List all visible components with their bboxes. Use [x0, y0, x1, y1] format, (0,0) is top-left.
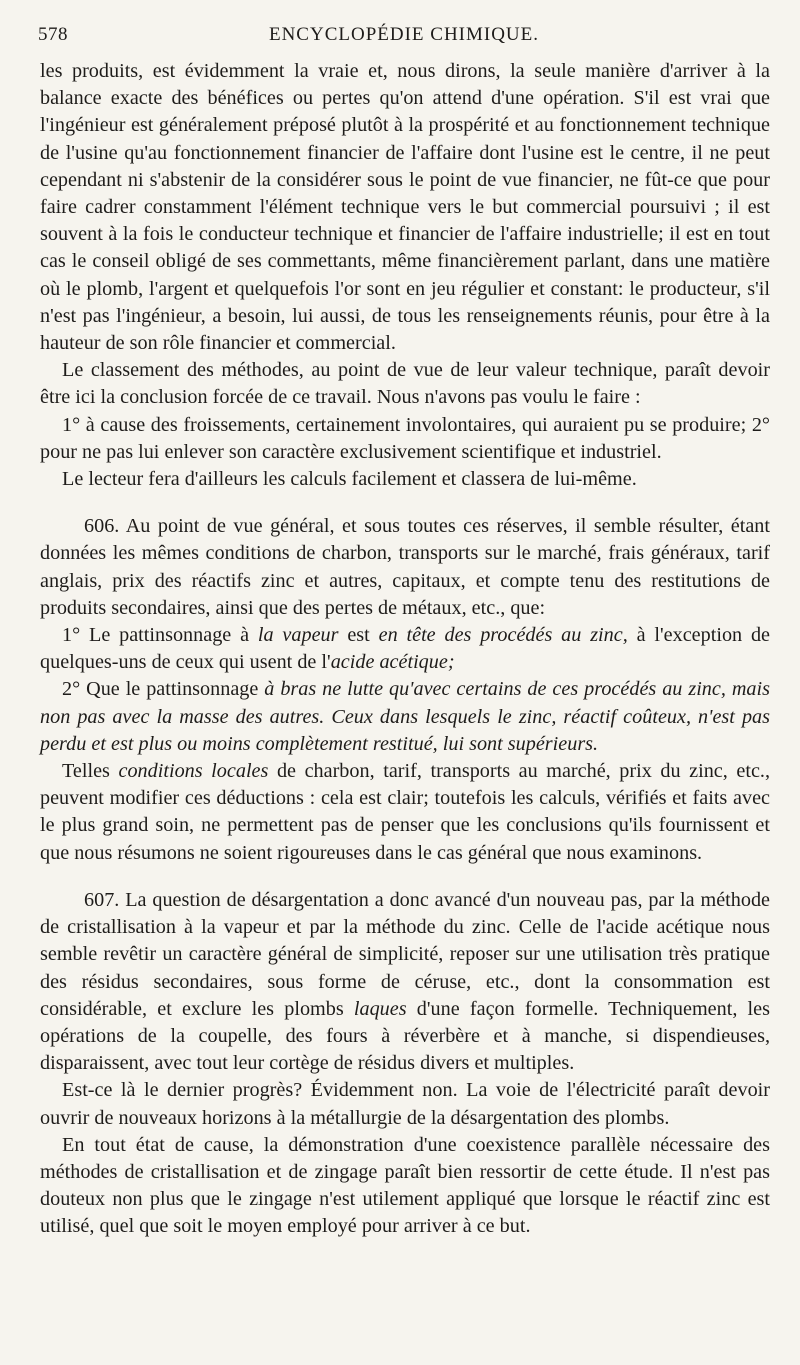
- section-606: [40, 513, 770, 622]
- paragraph-final: En tout état de cause, la démonstration d'une coexistence parallèle nécessaire des méthodes de cristallisation et de zingage paraît bien ressortir de cette étude. Il n'est pas douteux non plus que le zingage n'est utilement appliqué que lorsque le réactif zinc est utilisé, quel que soit le moyen employé pour arriver à ce but.: [40, 1133, 770, 1238]
- running-head: [38, 24, 770, 52]
- paragraph-lecteur: Le lecteur fera d'ailleurs les calculs facilement et classera de lui-même.: [62, 468, 637, 491]
- body-text: [40, 58, 770, 1241]
- section-606-text: Au point de vue général, et sous toutes ces réserves, il semble résulter, étant données les mêmes conditions de charbon, transports sur le marché, frais généraux, tarif anglais, prix des réactifs zinc et autres, capitaux, et compte tenu des restitutions de produits secondaires, ainsi que des pertes de métaux, etc., que:: [40, 515, 770, 619]
- paragraph-classement: Le classement des méthodes, au point de vue de leur valeur technique, paraît devoir être ici la conclusion forcée de ce travail. Nous n'avons pas voulu le faire :: [40, 359, 770, 409]
- conclusion-1: 1° Le pattinsonnage à la vapeur est en tête des procédés au zinc, à l'exception de quelques-uns de ceux qui usent de l'acide acétique;: [40, 624, 771, 674]
- paragraph-continuation: les produits, est évidemment la vraie et, nous dirons, la seule manière d'arriver à la balance exacte des bénéfices ou pertes qu'on attend d'une opération. S'il est vrai que l'ingénieur est généralement préposé plutôt à la prospérité et au fonctionnement technique de l'usine qu'au fonctionnement financier de l'affaire dont l'usine est le centre, il ne peut cependant ni s'abstenir de la considérer sous le point de vue financier, ne fût-ce que pour faire cadrer constamment l'élément technique vers le but commercial poursuivi ; il est souvent à la fois le conducteur technique et financier de l'affaire industrielle; il est en tout cas le conseil obligé de ses commettants, même financièrement parlant, dans une matière où le plomb, l'argent et quelquefois l'or sont en jeu régulier et constant: le producteur, s'il n'est pas l'ingénieur, a besoin, lui aussi, de tous les renseignements réunis, pour être à la hauteur de son rôle financier et commercial.: [40, 60, 770, 355]
- page-number: 578: [38, 24, 68, 45]
- paragraph-conditions: Telles conditions locales de charbon, tarif, transports au marché, prix du zinc, etc., peuvent modifier ces déductions : cela est clair; toutefois les calculs, vérifiés et faits avec le plus grand soin, ne permettent pas de penser que les conclusions qu'ils fournissent et que nous résumons ne soient rigoureuses dans le cas général que nous examinons.: [40, 760, 771, 864]
- section-number-607: 607.: [84, 888, 120, 911]
- paragraph-progres: Est-ce là le dernier progrès? Évidemment non. La voie de l'électricité paraît devoir ouvrir de nouveaux horizons à la métallurgie de la désargentation des plombs.: [40, 1079, 770, 1129]
- conclusion-2: 2° Que le pattinsonnage à bras ne lutte qu'avec certains de ces procédés au zinc, mais non pas avec la masse des autres. Ceux dans lesquels le zinc, réactif coûteux, n'est pas perdu et est plus ou moins complètement restitué, lui sont supérieurs.: [40, 678, 770, 755]
- section-number-606: 606.: [84, 515, 120, 538]
- section-607: 607. La question de désargentation a donc avancé d'un nouveau pas, par la méthode de cristallisation à la vapeur et par la méthode du zinc. Celle de l'acide acétique nous semble revêtir un caractère général de simplicité, reposer sur une utilisation très pratique des résidus secondaires, sous forme de céruse, etc., dont la consommation est considérable, et exclure les plombs laques d'une façon formelle. Techniquement, les opérations de la coupelle, des fours à réverbère et à manche, si dispendieuses, disparaissent, avec tout leur cortège de résidus divers et multiples.: [40, 888, 771, 1075]
- running-title: ENCYCLOPÉDIE CHIMIQUE.: [268, 24, 540, 45]
- paragraph-reasons: 1° à cause des froissements, certainement involontaires, qui auraient pu se produire; 2° pour ne pas lui enlever son caractère exclusivement scientifique et industriel.: [40, 413, 770, 463]
